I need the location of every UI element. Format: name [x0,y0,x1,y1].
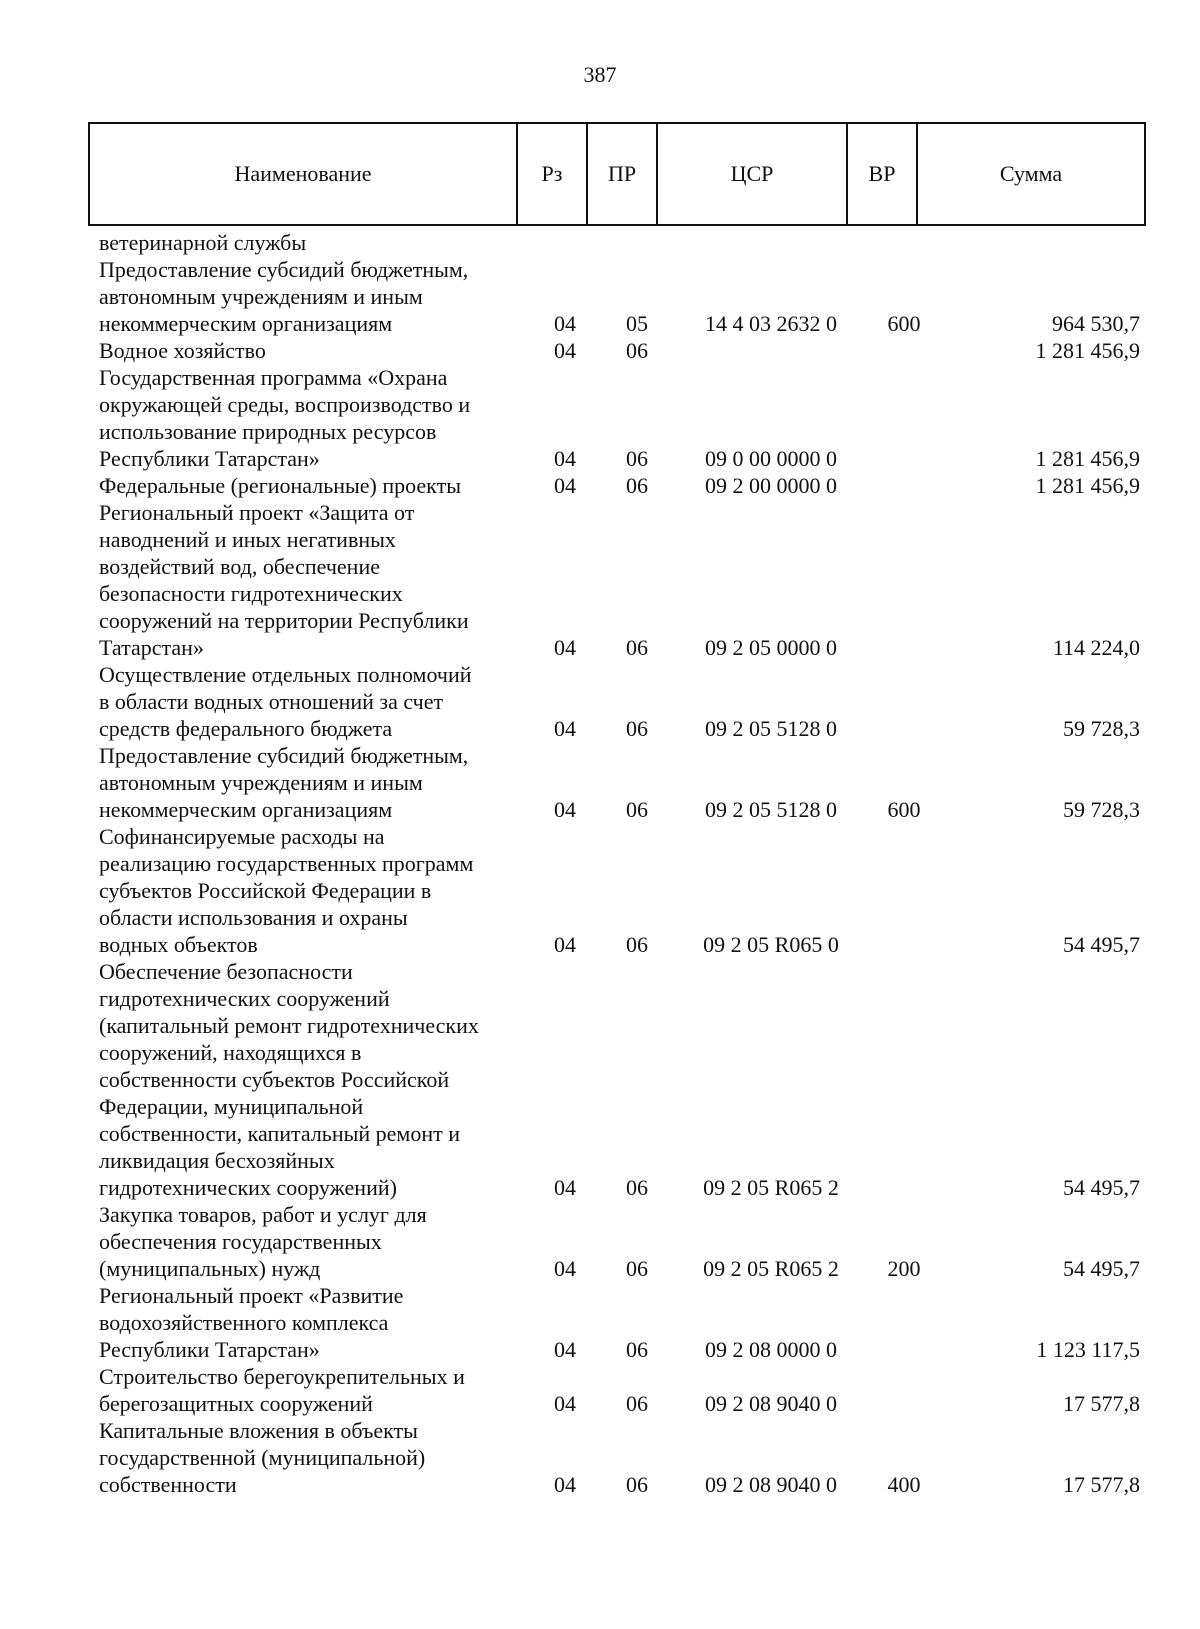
row-rz: 04 [554,1337,576,1362]
row-name: Закупка товаров, работ и услуг для обеспечения государственных (муниципальных) нужд [99,1202,427,1281]
row-name: ветеринарной службы [99,230,307,255]
row-sum: 17 577,8 [1063,1472,1140,1497]
row-rz: 04 [554,932,576,957]
row-vr: 200 [887,1256,921,1281]
table-row [0,229,1200,256]
row-rz: 04 [554,473,576,498]
table-row [0,337,1200,364]
row-pr: 06 [626,446,648,471]
row-csr: 09 2 08 0000 0 [705,1337,837,1362]
row-sum: 59 728,3 [1063,797,1140,822]
row-csr: 09 2 05 R065 2 [703,1175,839,1200]
row-sum: 17 577,8 [1063,1391,1140,1416]
row-csr: 09 2 05 R065 2 [703,1256,839,1281]
row-pr: 06 [626,1337,648,1362]
row-vr: 400 [887,1472,921,1497]
table-row [0,742,1200,823]
table-row [0,1417,1200,1498]
row-pr: 06 [626,716,648,741]
row-rz: 04 [554,446,576,471]
row-csr: 09 2 05 5128 0 [705,716,837,741]
row-rz: 04 [554,1391,576,1416]
row-csr: 09 2 08 9040 0 [705,1472,837,1497]
row-pr: 06 [626,932,648,957]
table-body [0,229,1200,1498]
row-csr: 14 4 03 2632 0 [705,311,837,336]
row-rz: 04 [554,797,576,822]
row-rz: 04 [554,311,576,336]
row-sum: 1 123 117,5 [1036,1337,1140,1362]
row-sum: 54 495,7 [1063,1175,1140,1200]
table-row [0,499,1200,661]
row-pr: 06 [626,1175,648,1200]
row-name: Осуществление отдельных полномочий в области водных отношений за счет средств федерального бюджета [99,662,472,741]
row-rz: 04 [554,1472,576,1497]
row-pr: 06 [626,473,648,498]
row-pr: 06 [626,1391,648,1416]
table-row [0,1201,1200,1282]
row-sum: 114 224,0 [1052,635,1140,660]
row-sum: 1 281 456,9 [1035,338,1140,363]
row-rz: 04 [554,1175,576,1200]
row-sum: 964 530,7 [1052,311,1140,336]
row-pr: 06 [626,797,648,822]
table-row [0,1363,1200,1417]
row-vr: 600 [887,311,921,336]
row-csr: 09 2 05 R065 0 [703,932,839,957]
row-sum: 1 281 456,9 [1035,473,1140,498]
row-name: Строительство берегоукрепительных и берегозащитных сооружений [99,1364,465,1416]
table-row [0,958,1200,1201]
row-sum: 59 728,3 [1063,716,1140,741]
table-row [0,823,1200,958]
header-sum: Сумма [916,124,1144,224]
table-row [0,1282,1200,1363]
row-name: Государственная программа «Охрана окружающей среды, воспроизводство и использование природных ресурсов Республики Татарстан» [99,365,471,471]
row-name: Федеральные (региональные) проекты [99,473,461,498]
row-name: Региональный проект «Защита от наводнений и иных негативных воздействий вод, обеспечение безопасности гидротехнических сооружений на территории Республики Татарстан» [99,500,469,660]
row-rz: 04 [554,635,576,660]
row-sum: 54 495,7 [1063,1256,1140,1281]
table-row [0,661,1200,742]
table-row [0,364,1200,472]
row-sum: 54 495,7 [1063,932,1140,957]
row-csr: 09 2 05 0000 0 [705,635,837,660]
row-csr: 09 2 05 5128 0 [705,797,837,822]
header-csr: ЦСР [656,124,846,224]
row-pr: 06 [626,1472,648,1497]
row-sum: 1 281 456,9 [1035,446,1140,471]
header-name: Наименование [234,161,372,186]
row-rz: 04 [554,1256,576,1281]
table-row [0,256,1200,337]
row-name: Предоставление субсидий бюджетным, автономным учреждениям и иным некоммерческим организациям [99,743,469,822]
row-name: Региональный проект «Развитие водохозяйственного комплекса Республики Татарстан» [99,1283,404,1362]
row-name: Обеспечение безопасности гидротехнических сооружений (капитальный ремонт гидротехнических сооружений, находящихся в собственности субъектов Российской Федерации, муниципальной собственности, капитальный ремонт и ликвидация бесхозяйных гидротехнических сооружений) [99,959,479,1200]
header-vr: ВР [846,124,916,224]
page-number: 387 [583,62,617,87]
row-csr: 09 2 08 9040 0 [705,1391,837,1416]
header-pr: ПР [586,124,656,224]
table-row [0,472,1200,499]
row-pr: 06 [626,635,648,660]
header-rz: Рз [516,124,586,224]
row-pr: 06 [626,1256,648,1281]
row-csr: 09 0 00 0000 0 [705,446,837,471]
row-rz: 04 [554,716,576,741]
row-name: Капитальные вложения в объекты государственной (муниципальной) собственности [99,1418,426,1497]
row-rz: 04 [554,338,576,363]
row-name: Водное хозяйство [99,338,266,363]
row-name: Софинансируемые расходы на реализацию государственных программ субъектов Российской Федерации в области использования и охраны водных объектов [99,824,474,957]
row-pr: 05 [626,311,648,336]
row-vr: 600 [887,797,921,822]
row-pr: 06 [626,338,648,363]
row-csr: 09 2 00 0000 0 [705,473,837,498]
table-header [88,122,1146,226]
row-name: Предоставление субсидий бюджетным, автономным учреждениям и иным некоммерческим организациям [99,257,469,336]
